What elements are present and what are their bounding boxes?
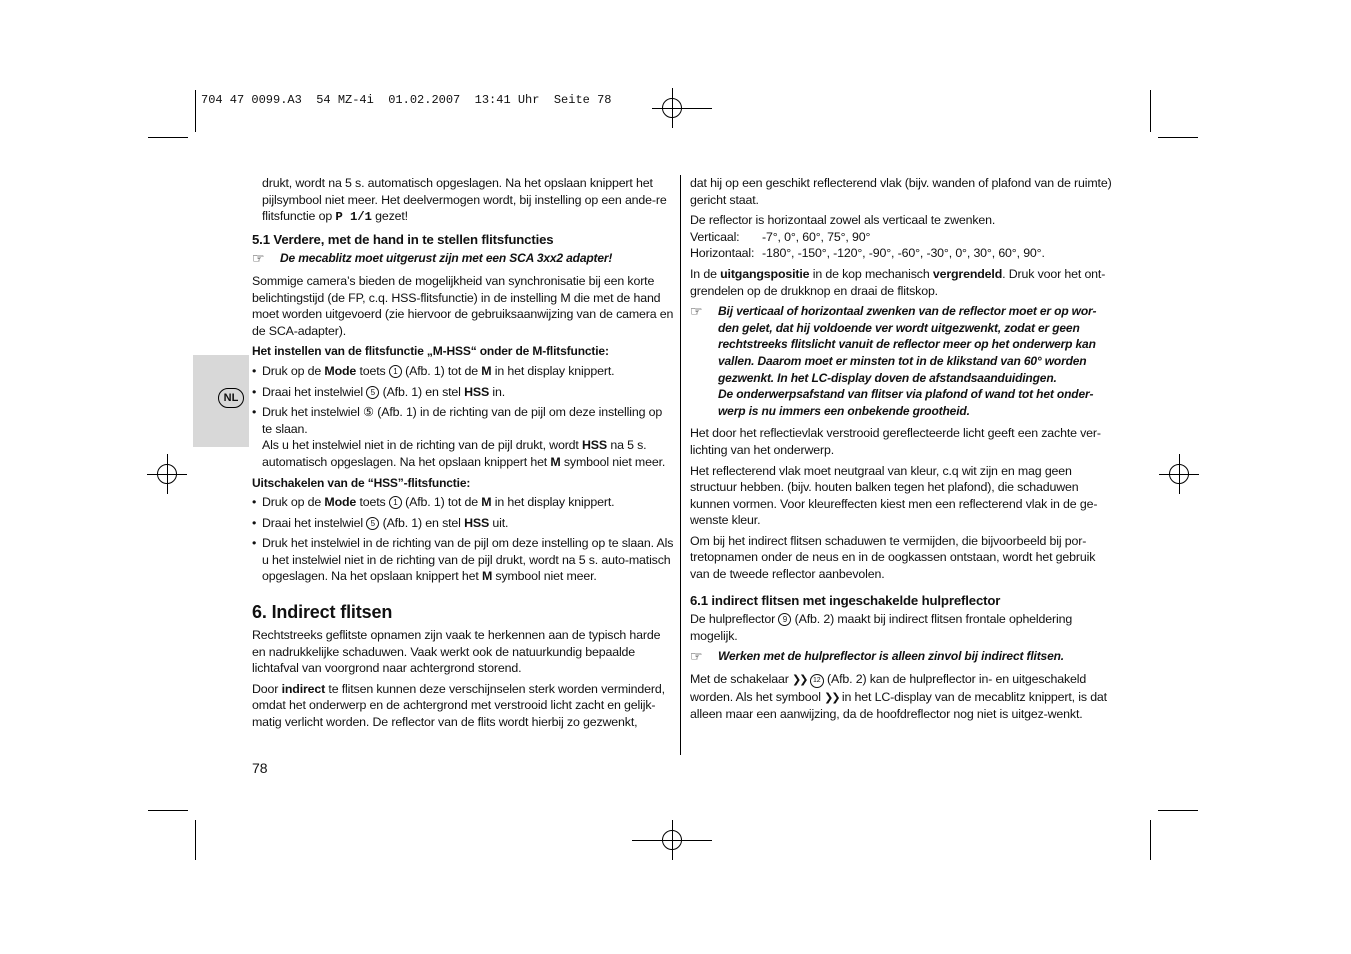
crop-mark xyxy=(1158,137,1198,138)
left-column xyxy=(252,175,674,735)
note: ☞ De mecablitz moet uitgerust zijn met een SCA 3xx2 adapter! xyxy=(252,250,613,267)
column-divider xyxy=(680,175,681,755)
right-column xyxy=(690,175,1112,727)
list-item: • Draai het instelwiel 5 (Afb. 1) en stel HSS uit. xyxy=(252,515,509,530)
note: ☞ Bij verticaal of horizontaal zwenken van de reflector moet er op wor-den gelet, dat hij voldoende ver wordt uitgezwenkt, zodat er geen rechtstreeks flitslicht vanuit de reflector meer op het onderwerp kan vallen. Daarom moet er minsten tot in de klikstand van 60° worden gezwenkt. In het LC-display doven de afstandsaanduidingen. xyxy=(690,303,1097,385)
paragraph: Als u het instelwiel niet in de richting van de pijl drukt, wordt HSS na 5 s. automatisch opgeslagen. Na het opslaan knippert het M symbool niet meer. xyxy=(262,438,666,469)
section-heading: 6.1 indirect flitsen met ingeschakelde hulpreflector xyxy=(690,592,1001,608)
crop-mark xyxy=(1150,90,1151,132)
paragraph: Sommige camera’s bieden de mogelijkheid van synchronisatie bij een korte belichtingstijd (de FP, c.q. HSS-flitsfunctie) in de instelling M die met de hand moet worden uitgevoerd (zie hiervoor de gebruiksaanwijzing van de camera en de SCA-adapter). xyxy=(252,273,674,338)
pointing-hand-icon: ☞ xyxy=(252,250,265,267)
paragraph: Rechtstreeks geflitste opnamen zijn vaak te herkennen aan de typisch harde en nadrukkelijke schaduwen. Vaak werkt ook de natuurkundig bepaalde lichtafval van voorgrond naar achtergrond storend. xyxy=(252,628,661,676)
crop-mark xyxy=(148,137,188,138)
subheading: Het instellen van de flitsfunctie „M-HSS“ onder de M-flitsfunctie: xyxy=(252,344,609,359)
double-arrow-icon: ❯❯ xyxy=(824,691,839,704)
registration-mark-right xyxy=(1159,454,1199,494)
list-item: • Druk het instelwiel ⑤ (Afb. 1) in de richting van de pijl om deze instelling op te slaan. xyxy=(252,405,663,436)
paragraph: Met de schakelaar ❯❯ 12 (Afb. 2) kan de hulpreflector in- en uitgeschakeld worden. Als het symbool ❯❯ in het LC-display van de mecablitz knippert, is dat alleen maar een aanwijzing, da de hoofdreflector nog niet is uitgez-wenkt. xyxy=(690,672,1107,722)
registration-mark-top xyxy=(652,88,692,128)
paragraph: Het door het reflectievlak verstrooid gereflecteerde licht geeft een zachte ver-lichting van het onderwerp. xyxy=(690,426,1101,457)
list-item: • Druk het instelwiel in de richting van de pijl om deze instelling op te slaan. Als u het instelwiel niet in de richting van de pijl drukt, wordt na 5 s. auto-matisch opgeslagen. Na het opslaan knippert het M symbool niet meer. xyxy=(252,536,674,584)
paragraph: De hulpreflector 9 (Afb. 2) maakt bij indirect flitsen frontale opheldering mogelijk. xyxy=(690,612,1073,643)
paragraph: De reflector is horizontaal zowel als verticaal te zwenken. xyxy=(690,213,996,228)
pointing-hand-icon: ☞ xyxy=(690,648,703,665)
pointing-hand-icon: ☞ xyxy=(690,303,703,320)
note-continued: De onderwerpsafstand van flitser via plafond of wand tot het onder-werp is nu immers een onbekende grootheid. xyxy=(718,387,1094,418)
list-item: • Draai het instelwiel 5 (Afb. 1) en stel HSS in. xyxy=(252,384,506,399)
subheading: Uitschakelen van de “HSS”-flitsfunctie: xyxy=(252,475,471,490)
paragraph: dat hij op een geschikt reflecterend vlak (bijv. wanden of plafond van de ruimte) gericht staat. xyxy=(690,176,1112,207)
paragraph: Door indirect te flitsen kunnen deze verschijnselen sterk worden verminderd, omdat het onderwerp en de achtergrond met verstrooid licht zacht en gelijk-matig verlicht worden. De reflector van de flits wordt hierbij zo gezwenkt, xyxy=(252,681,665,730)
chapter-heading: 6. Indirect flitsen xyxy=(252,602,393,623)
language-badge: NL xyxy=(218,388,244,408)
list-item: • Druk op de Mode toets 1 (Afb. 1) tot de M in het display knippert. xyxy=(252,363,615,378)
section-heading: 5.1 Verdere, met de hand in te stellen flitsfuncties xyxy=(252,231,554,247)
angle-row-vertical: Verticaal: -7°, 0°, 60°, 75°, 90° xyxy=(690,229,871,244)
crop-mark xyxy=(195,90,196,132)
paragraph: In de uitgangspositie in de kop mechanisch vergrendeld. Druk voor het ont-grendelen op de drukknop en draai de flitskop. xyxy=(690,266,1106,298)
crop-mark xyxy=(1150,820,1151,860)
registration-mark-bottom xyxy=(652,820,692,860)
angle-row-horizontal: Horizontaal: -180°, -150°, -120°, -90°, -60°, -30°, 0°, 30°, 60°, 90°. xyxy=(690,246,1045,261)
double-arrow-icon: ❯❯ xyxy=(792,674,807,687)
crop-mark xyxy=(148,810,188,811)
paragraph: Om bij het indirect flitsen schaduwen te vermijden, die bijvoorbeeld bij por-tretopnamen onder de neus en in de oogkassen ontstaan, wordt het gebruik van de tweede reflector aanbevolen. xyxy=(690,533,1096,582)
paragraph: drukt, wordt na 5 s. automatisch opgeslagen. Na het opslaan knippert het pijlsymbool niet meer. Het deelvermogen wordt, bij instelling op een ande-re flitsfunctie op P 1/1 gezet! xyxy=(262,176,667,225)
paragraph: Het reflecterend vlak moet neutgraal van kleur, c.q wit zijn en mag geen structuur hebben. (bijv. houten balken tegen het plafond), die schaduwen kunnen vormen. Voor kleureffecten kiest men een reflecterend vlak in de ge-wenste kleur. xyxy=(690,463,1098,528)
crop-mark xyxy=(1158,810,1198,811)
list-item: • Druk op de Mode toets 1 (Afb. 1) tot de M in het display knippert. xyxy=(252,495,615,510)
page-number: 78 xyxy=(252,760,268,776)
registration-mark-left xyxy=(147,454,187,494)
print-slug: 704 47 0099.A3 54 MZ-4i 01.02.2007 13:41 Uhr Seite 78 xyxy=(201,93,612,107)
note: ☞ Werken met de hulpreflector is alleen zinvol bij indirect flitsen. xyxy=(690,648,1064,665)
crop-mark xyxy=(195,820,196,860)
